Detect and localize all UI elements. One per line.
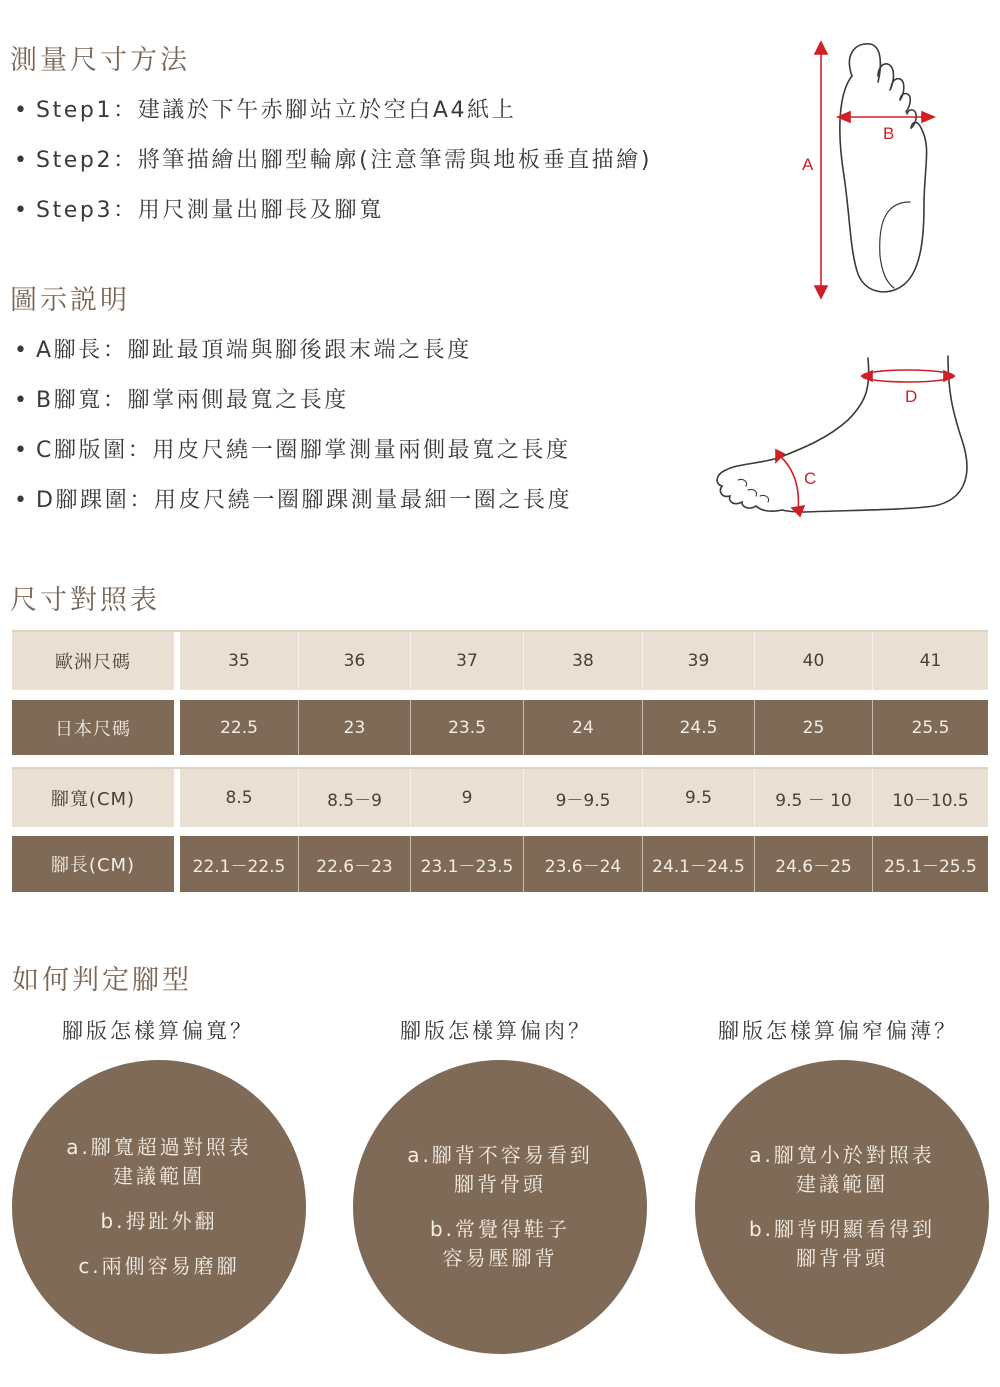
legend-title: 圖示説明 [10, 285, 130, 316]
label-c: C [804, 469, 817, 488]
table-cell: 9.5 [643, 769, 755, 827]
circle-line: 腳背骨頭 [454, 1172, 546, 1196]
table-cell: 37 [411, 632, 524, 690]
table-row [12, 836, 988, 892]
circle-line: 建議範圍 [113, 1164, 205, 1188]
list-item [14, 96, 652, 146]
circle-line: 容易壓腳背 [442, 1246, 558, 1270]
size-table-title: 尺寸對照表 [10, 585, 160, 616]
table-cell: 10－10.5 [873, 769, 988, 827]
table-cell: 24.1－24.5 [643, 836, 755, 892]
row-header: 日本尺碼 [12, 700, 174, 755]
list-item [14, 336, 572, 386]
table-cell: 36 [299, 632, 411, 690]
bullet-icon: • [14, 488, 30, 513]
step-list [14, 96, 652, 246]
foot-sole-diagram [790, 36, 950, 306]
bullet-icon: • [14, 338, 30, 363]
bullet-icon: • [14, 148, 30, 173]
foot-side-diagram [708, 350, 978, 530]
table-cell: 22.5 [180, 700, 299, 755]
circle-line: a.腳寬小於對照表 [749, 1143, 935, 1167]
row-header: 歐洲尺碼 [12, 632, 174, 690]
table-cell: 22.6－23 [299, 836, 411, 892]
circle-line: a.腳寬超過對照表 [66, 1135, 252, 1159]
circle-line: 建議範圍 [796, 1172, 888, 1196]
step-text: Step3：用尺測量出腳長及腳寬 [36, 198, 384, 223]
question-narrow: 腳版怎樣算偏窄偏薄？ [718, 1019, 958, 1043]
bullet-icon: • [14, 438, 30, 463]
table-cell: 25 [755, 700, 873, 755]
table-cell: 9.5 － 10 [755, 769, 873, 827]
question-fleshy: 腳版怎樣算偏肉？ [400, 1019, 592, 1043]
circle-line: c.兩側容易磨腳 [78, 1254, 240, 1278]
table-row [12, 630, 988, 690]
list-item [14, 486, 572, 536]
bullet-icon: • [14, 98, 30, 123]
step-text: Step2：將筆描繪出腳型輪廓(注意筆需與地板垂直描繪) [36, 148, 653, 173]
question-wide: 腳版怎樣算偏寬？ [62, 1019, 254, 1043]
circle-line: 腳背骨頭 [796, 1246, 888, 1270]
label-d: D [905, 387, 918, 406]
table-row [12, 700, 988, 755]
legend-list [14, 336, 572, 536]
table-cell: 25.1－25.5 [873, 836, 988, 892]
legend-text: D腳踝圍：用皮尺繞一圈腳踝測量最細一圈之長度 [36, 488, 573, 513]
table-cell: 8.5 [180, 769, 299, 827]
measure-title: 測量尺寸方法 [10, 45, 190, 76]
table-row [12, 767, 988, 827]
table-cell: 24.6－25 [755, 836, 873, 892]
label-a: A [802, 155, 814, 174]
table-cell: 22.1－22.5 [180, 836, 299, 892]
label-b: B [883, 124, 895, 143]
table-cell: 35 [180, 632, 299, 690]
circle-line: b.常覺得鞋子 [429, 1217, 571, 1241]
bullet-icon: • [14, 388, 30, 413]
list-item [14, 386, 572, 436]
list-item [14, 436, 572, 486]
bullet-icon: • [14, 198, 30, 223]
table-cell: 24 [524, 700, 643, 755]
circle-wide [12, 1060, 306, 1354]
legend-text: B腳寬：腳掌兩側最寬之長度 [36, 388, 349, 413]
legend-text: C腳版圍：用皮尺繞一圈腳掌測量兩側最寬之長度 [36, 438, 571, 463]
circle-line: a.腳背不容易看到 [407, 1143, 593, 1167]
table-cell: 9 [411, 769, 524, 827]
step-text: Step1：建議於下午赤腳站立於空白A4紙上 [36, 98, 517, 123]
table-cell: 41 [873, 632, 988, 690]
circle-fleshy [353, 1060, 647, 1354]
row-header: 腳長(CM) [12, 836, 174, 892]
list-item [14, 146, 652, 196]
circle-narrow [695, 1060, 989, 1354]
table-cell: 23.1－23.5 [411, 836, 524, 892]
table-cell: 8.5－9 [299, 769, 411, 827]
table-cell: 25.5 [873, 700, 988, 755]
legend-text: A腳長：腳趾最頂端與腳後跟末端之長度 [36, 338, 472, 363]
foot-type-title: 如何判定腳型 [12, 965, 192, 996]
list-item [14, 196, 652, 246]
table-cell: 40 [755, 632, 873, 690]
circle-line: b.腳背明顯看得到 [748, 1217, 936, 1241]
table-cell: 38 [524, 632, 643, 690]
table-cell: 23.5 [411, 700, 524, 755]
table-cell: 24.5 [643, 700, 755, 755]
circle-line: b.拇趾外翻 [100, 1209, 218, 1233]
table-cell: 39 [643, 632, 755, 690]
table-cell: 9－9.5 [524, 769, 643, 827]
row-header: 腳寬(CM) [12, 769, 174, 827]
table-cell: 23 [299, 700, 411, 755]
table-cell: 23.6－24 [524, 836, 643, 892]
